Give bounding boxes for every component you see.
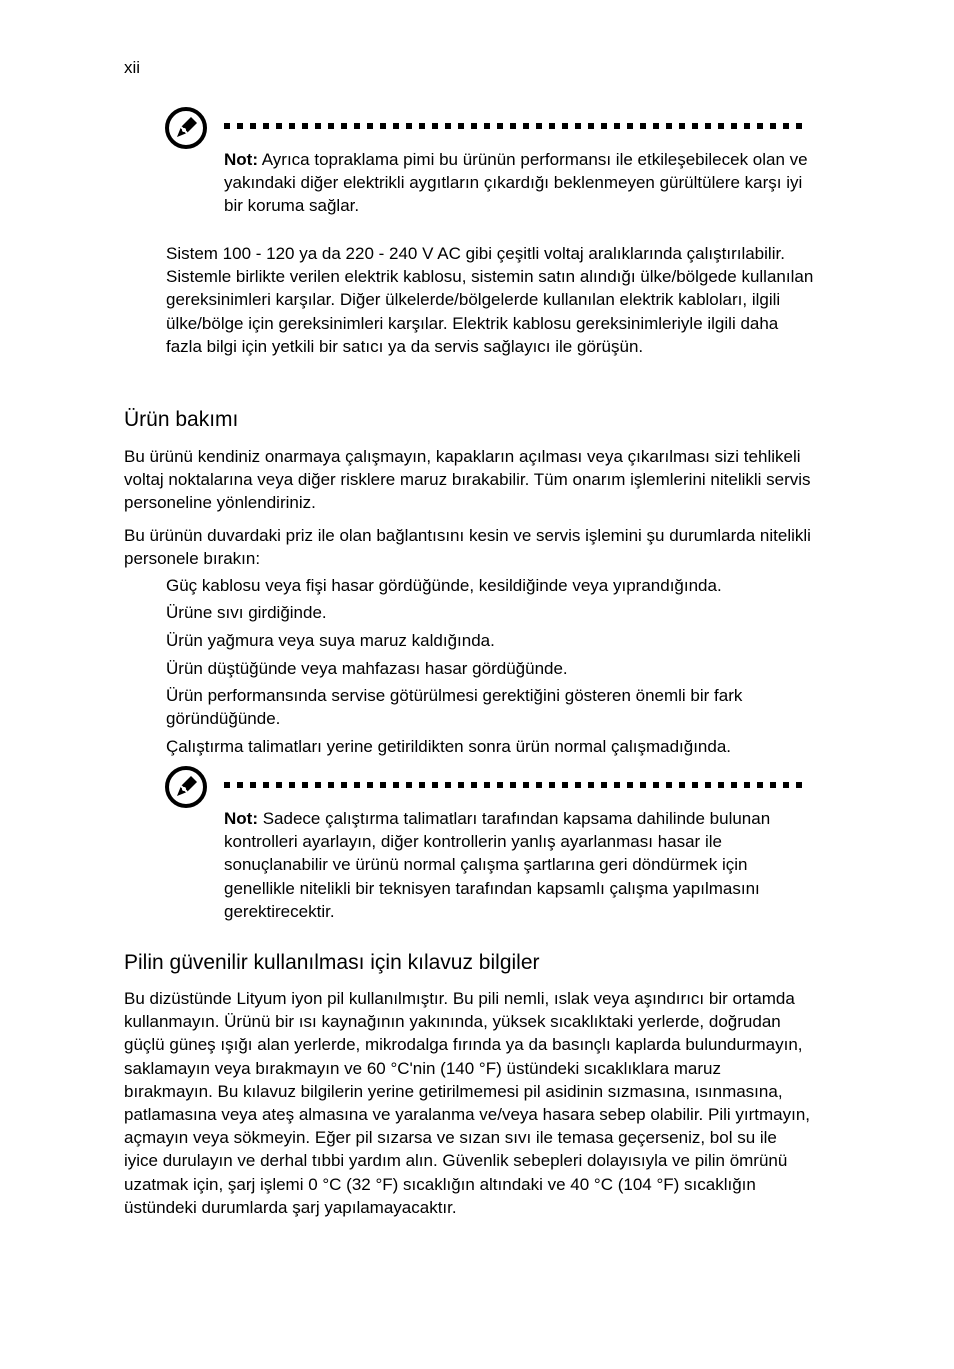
note-label: Not:: [224, 809, 258, 828]
list-item: Ürüne sıvı girdiğinde.: [166, 603, 327, 622]
note-label: Not:: [224, 150, 258, 169]
battery-paragraph: Bu dizüstünde Lityum iyon pil kullanılmıştır. Bu pili nemli, ıslak veya aşındırıcı bir ortamda kullanmayın. Ürünü bir ısı kaynağının yakınında, yüksek sıcaklıktaki yerlerde, doğrudan güçlü güneş ışığı alan yerlerde, mikrodalga fırında ya da basınçlı kaplarda bulundurmayın, saklamayın veya bırakmayın ve 60 °C'nin (140 °F) üstündeki sıcaklıklara maruz bırakmayın. Bu kılavuz bilgilerin yerine getirilmemesi pil asidinin sızmasına, ısınmasına, patlamasına veya ateş almasına ve yaralanma ve/veya hasara sebep olabilir. Pili yırtmayın, açmayın veya sökmeyin. Eğer pil sızarsa ve sızan sıvı ile temasa geçerseniz, bol su ile iyice durulayın ve derhal tıbbi yardım alın. Güvenlik sebepleri dolayısıyla ve pilin ömrünü uzatmak için, şarj işlemi 0 °C (32 °F) sıcaklığın altındaki ve 40 °C (104 °F) sıcaklığın üstündeki durumlarda şarj yapılamayacaktır.: [124, 989, 811, 1217]
note-pen-icon: [164, 106, 208, 150]
list-item: Ürün performansında servise götürülmesi gerektiğini gösteren önemli bir fark göründüğünde.: [166, 686, 743, 729]
list-item: Ürün yağmura veya suya maruz kaldığında.: [166, 631, 495, 650]
product-care-paragraph-1: Bu ürünü kendiniz onarmaya çalışmayın, kapakların açılması veya çıkarılması sizi tehlikeli voltaj noktalarına veya diğer risklere maruz bırakabilir. Tüm onarım işlemlerini nitelikli servis personeline yönlendiriniz.: [124, 447, 811, 513]
voltage-paragraph: Sistem 100 - 120 ya da 220 - 240 V AC gibi çeşitli voltaj aralıklarında çalıştırılabilir. Sistemle birlikte verilen elektrik kablosu, sistemin satın alındığı ülke/bölgede kullanılan gereksinimleri karşılar. Diğer ülkelerde/bölgelerde kullanılan elektrik kabloları, ilgili ülke/bölge için gereksinimleri karşılar. Elektrik kablosu gereksinimleriyle ilgili daha fazla bilgi için yetkili bir satıcı ya da servis sağlayıcı ile görüşün.: [166, 244, 814, 356]
section-heading-battery: Pilin güvenilir kullanılması için kılavuz bilgiler: [124, 951, 540, 974]
note-body: Ayrıca topraklama pimi bu ürünün performansı ile etkileşebilecek olan ve yakındaki diğer elektrikli aygıtların çıkardığı beklenmeyen gürültülere karşı iyi bir koruma sağlar.: [224, 150, 808, 216]
page-number: xii: [124, 58, 141, 77]
note-body: Sadece çalıştırma talimatları tarafından kapsama dahilinde bulunan kontrolleri ayarlayın, diğer kontrollerin yanlış ayarlanması hasar ile sonuçlanabilir ve ürünü normal çalışma şartlarına geri döndürmek için genellikle nitelikli bir teknisyen tarafından kapsamlı çalışma yapılmasını gerektirecektir.: [224, 809, 771, 921]
note-2: [224, 807, 784, 923]
note-divider: [224, 123, 809, 129]
note-1: [224, 148, 814, 218]
product-care-paragraph-2: Bu ürünün duvardaki priz ile olan bağlantısını kesin ve servis işlemini şu durumlarda nitelikli personele bırakın:: [124, 526, 811, 569]
note-pen-icon: [164, 765, 208, 809]
section-heading-product-care: Ürün bakımı: [124, 408, 239, 431]
list-item: Ürün düştüğünde veya mahfazası hasar gördüğünde.: [166, 659, 568, 678]
list-item: Güç kablosu veya fişi hasar gördüğünde, kesildiğinde veya yıprandığında.: [166, 576, 722, 595]
note-divider: [224, 782, 809, 788]
list-item: Çalıştırma talimatları yerine getirildikten sonra ürün normal çalışmadığında.: [166, 737, 732, 756]
